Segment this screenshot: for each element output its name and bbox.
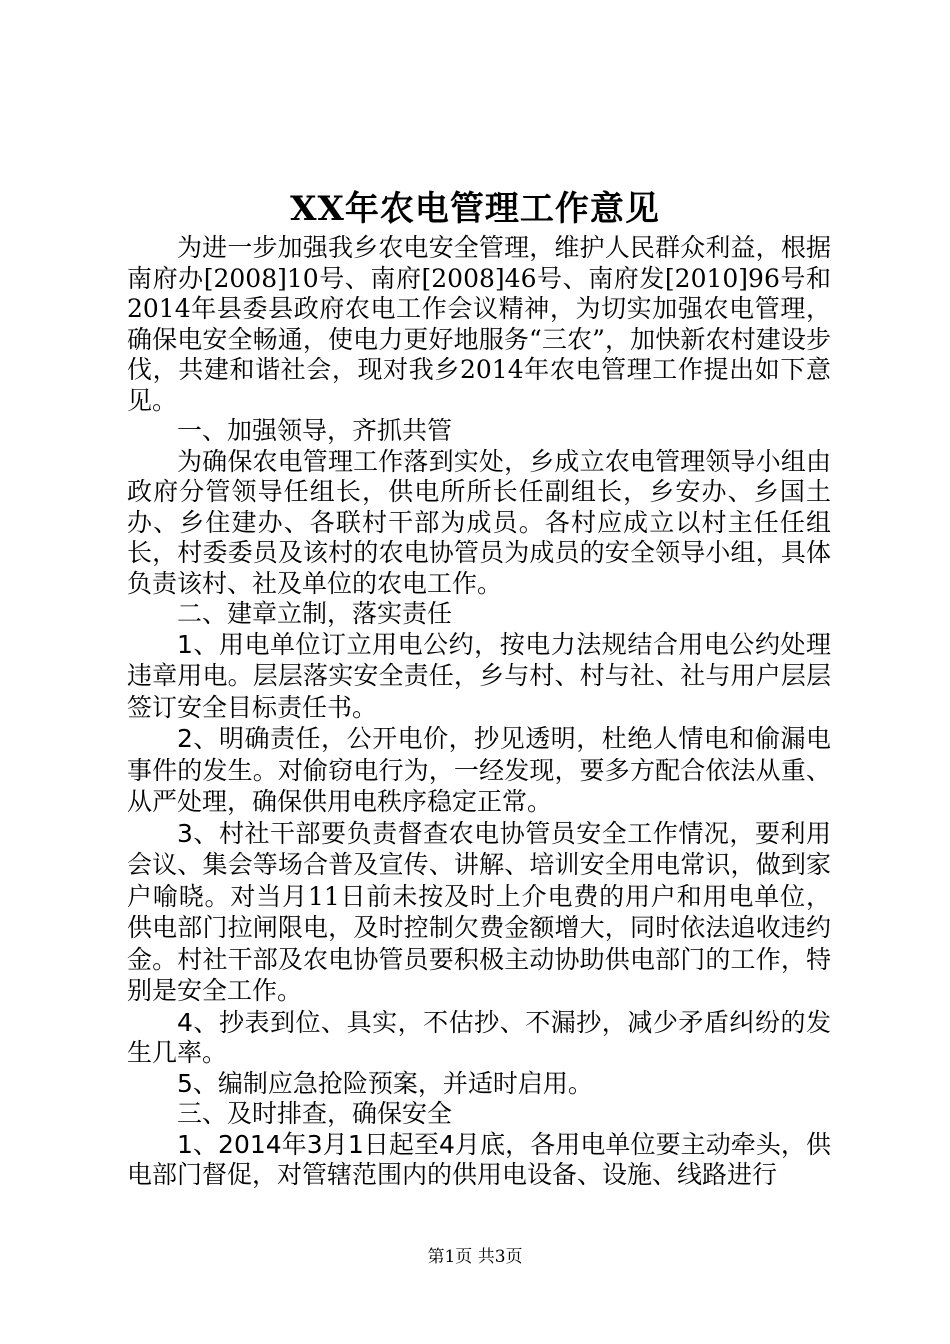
paragraph-leadership: 为确保农电管理工作落到实处，乡成立农电管理领导小组由政府分管领导任组长，供电所所长任副组长，乡安办、乡国土办、乡住建办、各联村干部为成员。各村应成立以村主任任组长，村委委员及该村的农电协管员为成员的安全领导小组，具体负责该村、社及单位的农电工作。 bbox=[127, 446, 831, 598]
section-heading-2: 二、建章立制，落实责任 bbox=[177, 599, 453, 628]
item-2-rest: 对偷窃电行为，一经发现，要多方配合依法从重、从严处理，确保供用电秩序稳定正常。 bbox=[127, 755, 831, 816]
item-3-rest: 对当月11日前未按及时上介电费的用户和用电单位，供电部门拉闸限电，及时控制欠费金额增大，同时依法追收违约金。村社干部及农电协管员要积极主动协助供电部门的工作，特别是安全工作。 bbox=[127, 881, 831, 1005]
section-heading-3: 三、及时排查，确保安全 bbox=[177, 1099, 453, 1128]
paragraph-check-1: 1、2014年3月1日起至4月底，各用电单位要主动牵头，供电部门督促，对管辖范围内的供用电设备、设施、线路进行 bbox=[127, 1129, 831, 1189]
paragraph-item-4: 4、抄表到位、具实，不估抄、不漏抄，减少矛盾纠纷的发生几率。 bbox=[127, 1007, 831, 1067]
paragraph-item-2 bbox=[127, 724, 831, 819]
document-title: XX年农电管理工作意见 bbox=[290, 189, 660, 229]
paragraph-item-5: 5、编制应急抢险预案，并适时启用。 bbox=[177, 1068, 593, 1098]
item-2-lead: 2、明确责任，公开电价，抄见透明，杜绝人情电和偷漏电事件的发生。 bbox=[127, 724, 831, 785]
section-heading-1: 一、加强领导，齐抓共管 bbox=[177, 416, 453, 445]
paragraph-item-3 bbox=[127, 819, 831, 1008]
item-1-rest: 层层落实安全责任，乡与村、村与社、社与用户层层签订安全目标责任书。 bbox=[127, 661, 831, 722]
page-number: 第1页 共3页 bbox=[427, 1247, 523, 1267]
paragraph-item-1 bbox=[127, 630, 831, 725]
intro-paragraph: 为进一步加强我乡农电安全管理，维护人民群众利益，根据南府办[2008]10号、南府[2008]46号、南府发[2010]96号和2014年县委县政府农电工作会议精神，为切实加强农电管理，确保电安全畅通，使电力更好地服务“三农”，加快新农村建设步伐，共建和谐社会，现对我乡2014年农电管理工作提出如下意见。 bbox=[127, 233, 831, 415]
document-body bbox=[127, 233, 831, 1191]
item-1-lead: 1、用电单位订立用电公约，按电力法规结合用电公约处理违章用电。 bbox=[127, 629, 831, 690]
page-footer bbox=[0, 1242, 950, 1267]
item-3-lead: 3、村社干部要负责督查农电协管员安全工作情况，要利用会议、集会等场合普及宣传、讲解、培训安全用电常识，做到家户喻晓。 bbox=[127, 818, 831, 911]
